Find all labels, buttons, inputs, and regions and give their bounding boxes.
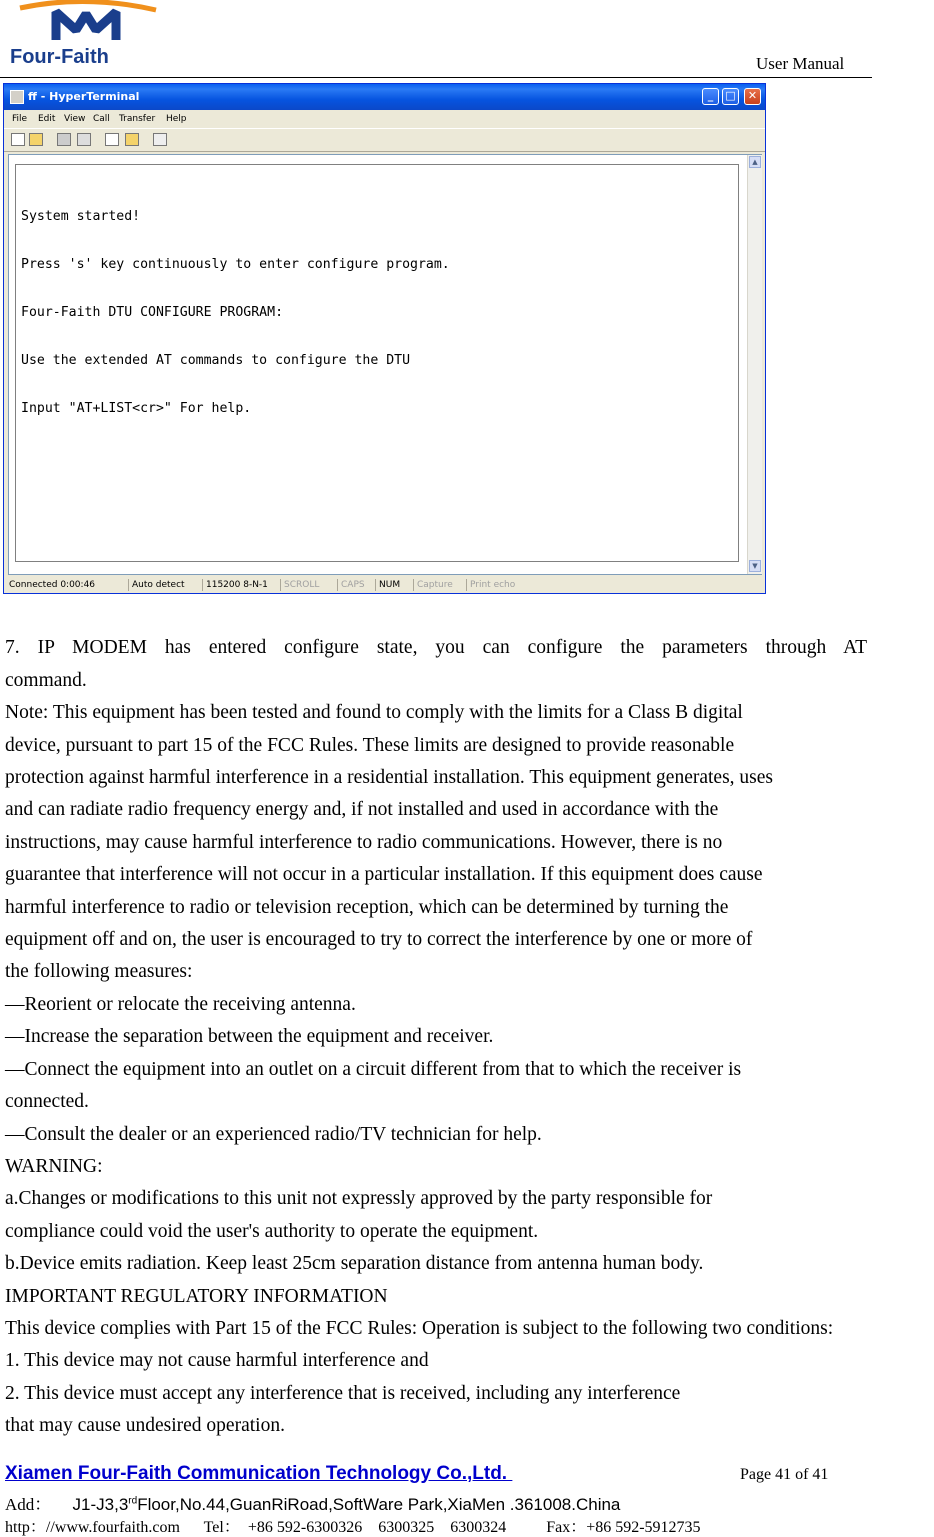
address-label: Add： <box>5 1495 52 1514</box>
open-icon[interactable] <box>29 133 43 146</box>
measure-item: —Reorient or relocate the receiving antenna. <box>5 994 356 1015</box>
warning-heading: WARNING: <box>5 1156 103 1177</box>
regulatory-heading: IMPORTANT REGULATORY INFORMATION <box>5 1286 388 1307</box>
minimize-button[interactable]: _ <box>702 88 719 105</box>
footer-contact: http：//www.fourfaith.com Tel： +86 592-6300326 6300325 6300324 Fax：+86 592-5912735 <box>5 1519 701 1536</box>
measure-item: —Increase the separation between the equipment and receiver. <box>5 1026 494 1047</box>
window-titlebar <box>4 84 765 110</box>
four-faith-logo <box>6 0 166 68</box>
status-detect: Auto detect <box>128 579 185 591</box>
logo-mark <box>56 12 116 40</box>
menu-file[interactable]: File <box>12 114 28 124</box>
status-capture: Capture <box>413 579 453 591</box>
maximize-button[interactable]: □ <box>722 88 739 105</box>
menu-help[interactable]: Help <box>166 114 187 124</box>
disconnect-icon[interactable] <box>57 133 71 146</box>
scroll-up-icon[interactable]: ▲ <box>749 156 761 168</box>
body-line: and can radiate radio frequency energy and, if not installed and used in accordance with the <box>5 799 719 820</box>
menu-edit[interactable]: Edit <box>38 114 56 124</box>
terminal-client[interactable] <box>8 154 762 575</box>
send-icon[interactable] <box>105 133 119 146</box>
vertical-scrollbar[interactable] <box>747 155 762 574</box>
footer-address <box>5 1490 620 1515</box>
status-port: 115200 8-N-1 <box>202 579 268 591</box>
connect-icon[interactable] <box>77 133 91 146</box>
menu-transfer[interactable]: Transfer <box>119 114 156 124</box>
header-rule <box>0 77 872 78</box>
status-scroll: SCROLL <box>280 579 319 591</box>
status-connected: Connected 0:00:46 <box>9 580 96 590</box>
terminal-output <box>21 177 450 449</box>
body-line: that may cause undesired operation. <box>5 1415 285 1436</box>
properties-icon[interactable] <box>153 133 167 146</box>
body-line: harmful interference to radio or television reception, which can be determined by turning the <box>5 897 729 918</box>
body-line: command. <box>5 670 87 691</box>
footer-company[interactable]: Xiamen Four-Faith Communication Technology Co.,Ltd. <box>5 1463 513 1484</box>
terminal-line: Input "AT+LIST<cr>" For help. <box>21 401 252 416</box>
address-part: J1-J3,3 <box>72 1495 129 1514</box>
scroll-down-icon[interactable]: ▼ <box>749 560 761 572</box>
status-print-echo: Print echo <box>466 579 515 591</box>
close-button[interactable]: ✕ <box>744 88 761 105</box>
address-sup: rd <box>128 1495 138 1507</box>
terminal-line: System started! <box>21 209 141 224</box>
body-line: the following measures: <box>5 961 193 982</box>
note-text: Note: This equipment has been tested and found to comply with the limits for a Class B digital <box>5 702 743 723</box>
status-num: NUM <box>375 579 400 591</box>
measure-item: —Connect the equipment into an outlet on a circuit different from that to which the receiver is <box>5 1059 742 1080</box>
toolbar <box>4 128 765 152</box>
logo-text: Four-Faith <box>10 46 109 68</box>
body-line: device, pursuant to part 15 of the FCC Rules. These limits are designed to provide reasonable <box>5 735 735 756</box>
new-icon[interactable] <box>11 133 25 146</box>
body-line: equipment off and on, the user is encouraged to try to correct the interference by one or more of <box>5 929 753 950</box>
warning-item: a.Changes or modifications to this unit not expressly approved by the party responsible for <box>5 1188 713 1209</box>
app-icon <box>10 90 24 104</box>
warning-item: b.Device emits radiation. Keep least 25cm separation distance from antenna human body. <box>5 1253 704 1274</box>
body-line: connected. <box>5 1091 89 1112</box>
logo-arc <box>20 1 156 10</box>
menu-call[interactable]: Call <box>93 114 110 124</box>
terminal-line: Four-Faith DTU CONFIGURE PROGRAM: <box>21 305 284 320</box>
terminal-line: Press 's' key continuously to enter configure program. <box>21 257 450 272</box>
page-number: Page 41 of 41 <box>740 1466 829 1483</box>
condition-item: 1. This device may not cause harmful interference and <box>5 1350 429 1371</box>
body-line: instructions, may cause harmful interference to radio communications. However, there is no <box>5 832 723 853</box>
body-line: compliance could void the user's authority to operate the equipment. <box>5 1221 539 1242</box>
body-line: guarantee that interference will not occur in a particular installation. If this equipment does cause <box>5 864 763 885</box>
step-7-text: 7. IP MODEM has entered configure state, you can configure the parameters through AT <box>5 637 867 658</box>
menu-view[interactable]: View <box>64 114 86 124</box>
receive-icon[interactable] <box>125 133 139 146</box>
window-title: ff - HyperTerminal <box>28 90 140 103</box>
measure-item: —Consult the dealer or an experienced radio/TV technician for help. <box>5 1124 542 1145</box>
terminal-line: Use the extended AT commands to configure the DTU <box>21 353 411 368</box>
body-line: protection against harmful interference in a residential installation. This equipment generates, uses <box>5 767 774 788</box>
menu-bar <box>4 110 765 127</box>
status-caps: CAPS <box>337 579 365 591</box>
hyperterminal-window <box>3 83 766 594</box>
condition-item: 2. This device must accept any interference that is received, including any interference <box>5 1383 681 1404</box>
body-line: This device complies with Part 15 of the FCC Rules: Operation is subject to the following two conditions: <box>5 1318 834 1339</box>
header-title: User Manual <box>756 54 845 73</box>
address-part: Floor,No.44,GuanRiRoad,SoftWare Park,XiaMen .361008.China <box>137 1495 621 1514</box>
status-bar <box>4 577 765 593</box>
